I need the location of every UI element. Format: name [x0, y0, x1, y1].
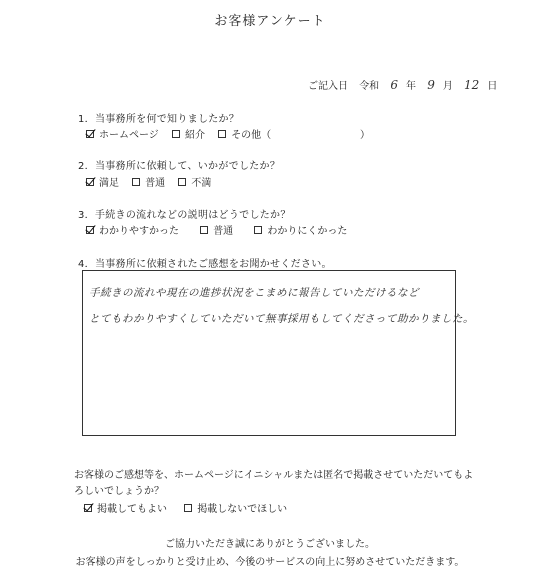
checkbox[interactable] — [178, 178, 186, 186]
checkbox[interactable] — [184, 504, 192, 512]
question-3: 3．手続きの流れなどの説明はどうでしたか？ — [78, 210, 291, 221]
question-1: 1．当事務所を何で知りましたか？ — [78, 114, 240, 125]
question-2-options — [86, 174, 221, 189]
date-era: 令和 — [359, 81, 380, 92]
q2-option-satisfied[interactable] — [86, 174, 119, 189]
q1-option-other[interactable] — [218, 126, 271, 141]
q2-option-neutral[interactable] — [132, 174, 165, 189]
handwritten-answer-line-1: 手続きの流れや現在の進捗状況をこまめに報告していただけるなど — [89, 287, 419, 299]
checkbox[interactable] — [132, 178, 140, 186]
entry-date — [308, 77, 497, 92]
checkbox[interactable] — [218, 130, 226, 138]
consent-options — [84, 500, 297, 515]
option-label: わかりにくかった — [267, 226, 348, 237]
date-day: 12 — [464, 78, 480, 92]
date-year-unit: 年 — [406, 81, 417, 92]
option-label: 紹介 — [185, 130, 205, 141]
date-month: 9 — [427, 78, 435, 92]
option-label: その他（ — [231, 130, 272, 141]
consent-option-allow[interactable] — [84, 500, 167, 515]
option-label: わかりやすかった — [99, 226, 179, 237]
option-label: 掲載してもよい — [97, 504, 167, 515]
question-1-options — [86, 126, 281, 141]
consent-option-deny[interactable] — [184, 500, 287, 515]
comment-answer-box[interactable] — [82, 270, 474, 436]
question-2: 2．当事務所に依頼して、いかがでしたか？ — [78, 161, 281, 172]
option-label: 普通 — [213, 226, 234, 237]
checkbox-checked[interactable] — [86, 130, 94, 138]
option-label: 満足 — [99, 178, 119, 189]
question-4: 4．当事務所に依頼されたご感想をお聞かせください。 — [78, 259, 332, 270]
q3-option-easy[interactable] — [86, 222, 179, 237]
checkbox-checked[interactable] — [84, 504, 92, 512]
handwritten-answer-line-2: とてもわかりやすくしていただいて無事採用もしてくださって助かりました。 — [89, 313, 474, 325]
option-label: 不満 — [191, 178, 212, 189]
checkbox-checked[interactable] — [86, 178, 94, 186]
q1-option-homepage[interactable] — [86, 126, 159, 141]
consent-question-line-2: ろしいでしょうか？ — [74, 486, 164, 497]
footer-thanks: ご協力いただき誠にありがとうございました。 — [165, 539, 375, 550]
survey-title: お客様アンケート — [214, 14, 326, 29]
checkbox[interactable] — [254, 226, 262, 234]
option-label: 普通 — [145, 178, 166, 189]
q2-option-dissatisfied[interactable] — [178, 174, 211, 189]
date-day-unit: 日 — [487, 81, 498, 92]
option-label: ホームページ — [99, 130, 159, 141]
q3-option-neutral[interactable] — [200, 222, 233, 237]
question-3-options — [86, 222, 357, 237]
date-month-unit: 月 — [442, 81, 453, 92]
footer-commitment: お客様の声をしっかりと受け止め、今後のサービスの向上に努めさせていただきます。 — [75, 557, 465, 568]
date-year: 6 — [390, 78, 399, 92]
checkbox[interactable] — [200, 226, 208, 234]
q3-option-hard[interactable] — [254, 222, 347, 237]
checkbox-checked[interactable] — [86, 226, 94, 234]
date-label: ご記入日 — [308, 81, 348, 92]
checkbox[interactable] — [172, 130, 180, 138]
option-label: 掲載しないでほしい — [197, 504, 288, 515]
q1-option-referral[interactable] — [172, 126, 205, 141]
q1-other-close-paren: ） — [360, 130, 370, 141]
consent-question-line-1: お客様のご感想等を、ホームページにイニシャルまたは匿名で掲載させていただいてもよ — [74, 470, 474, 481]
